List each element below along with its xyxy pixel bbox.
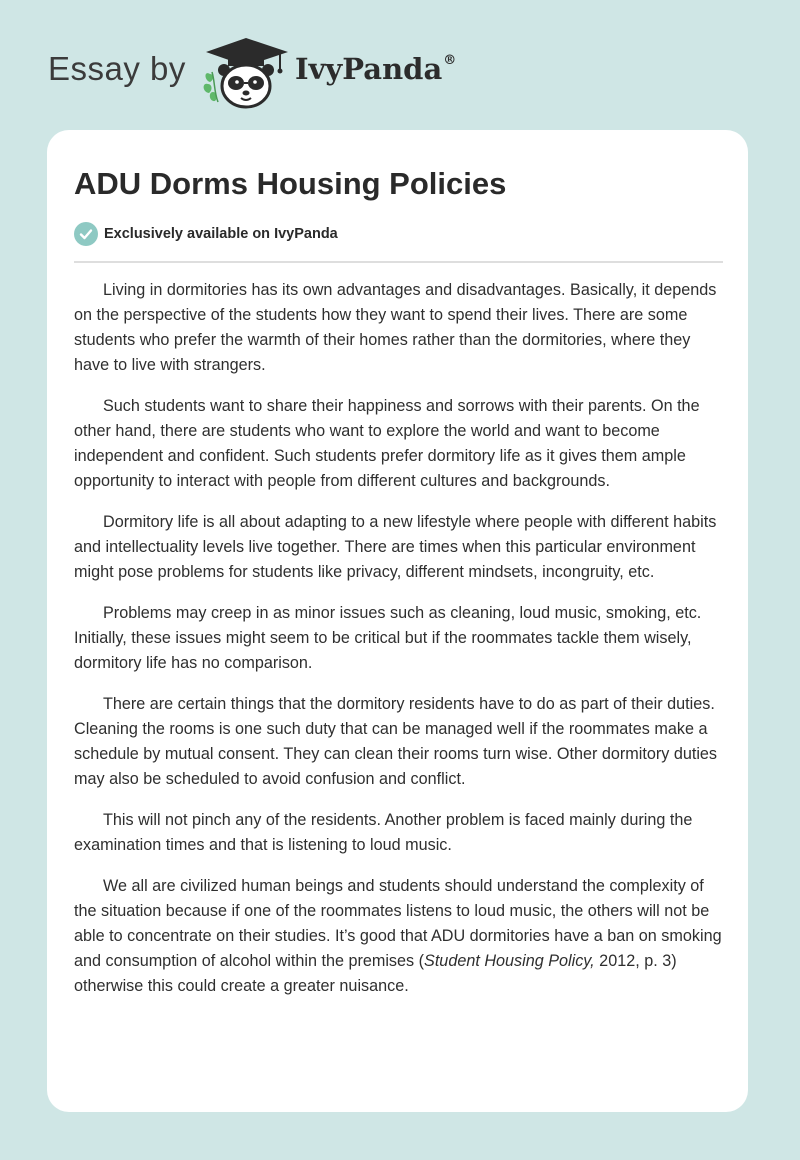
exclusive-badge (74, 222, 338, 246)
paragraph-text: 2012, p. 3) otherwise this could create a greater nuisance. (74, 952, 677, 995)
site-header (0, 0, 800, 130)
essay-body (74, 278, 724, 1015)
essay-paragraph: This will not pinch any of the residents. Another problem is faced mainly during the examination times and that is listening to loud music. (74, 811, 693, 854)
panda-logo-icon[interactable] (200, 36, 292, 110)
essay-paragraph: Dormitory life is all about adapting to a new lifestyle where people with different habits and intellectuality levels live together. There are times when this particular environment might pose problems for students like privacy, different mindsets, incongruity, etc. (74, 513, 717, 581)
brand-name[interactable] (295, 52, 456, 86)
essay-paragraph: Problems may creep in as minor issues such as cleaning, loud music, smoking, etc. Initially, these issues might seem to be critical but if the roommates tackle them wisely, dormitory life has no comparison. (74, 604, 702, 672)
title-divider (74, 261, 723, 263)
registered-mark: ® (443, 53, 457, 69)
essay-by-label: Essay by (48, 50, 186, 87)
paragraph-text: We all are civilized human beings and students should understand the complexity of the situation because if one of the roommates listens to loud music, the others will not be able to concentrate on their studies. It’s good that ADU dormitories have a ban on smoking and consumption of alcohol within the premises ( (74, 877, 722, 970)
citation-title: Student Housing Policy, (424, 952, 595, 970)
check-icon (74, 222, 98, 246)
exclusive-badge-text: Exclusively available on IvyPanda (104, 226, 338, 242)
essay-paragraph: Such students want to share their happiness and sorrows with their parents. On the other hand, there are students who want to explore the world and want to become independent and confident. Such students prefer dormitory life as it gives them ample opportunity to interact with people from different cultures and backgrounds. (74, 397, 700, 490)
essay-card (47, 130, 748, 1112)
essay-paragraph-last (74, 874, 724, 999)
essay-paragraph: There are certain things that the dormitory residents have to do as part of their duties. Cleaning the rooms is one such duty that can be managed well if the roommates make a schedule by mutual consent. They can clean their rooms turn wise. Other dormitory duties may also be scheduled to avoid confusion and conflict. (74, 695, 718, 788)
essay-paragraph: Living in dormitories has its own advantages and disadvantages. Basically, it depends on the perspective of the students how they want to spend their lives. There are some students who prefer the warmth of their homes rather than the dormitories, where they have to live with strangers. (74, 281, 717, 374)
essay-title: ADU Dorms Housing Policies (74, 166, 507, 201)
brand-name-text: IvyPanda (295, 52, 443, 86)
